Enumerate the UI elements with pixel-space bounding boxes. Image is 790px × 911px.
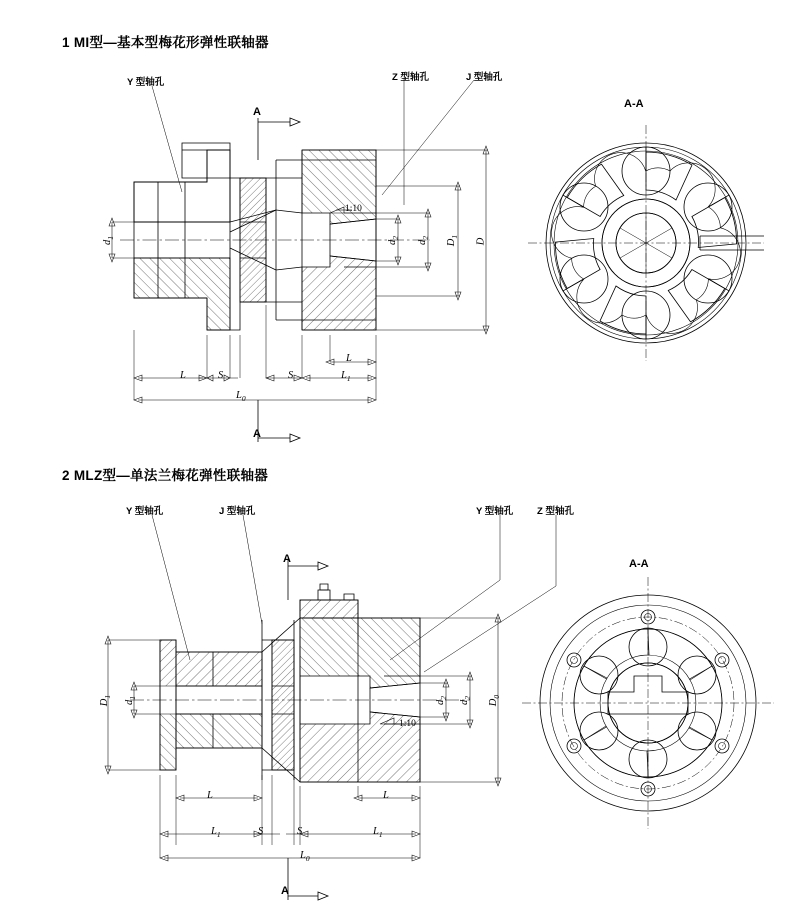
fig1-end-view [521,123,770,363]
fig2-view-mark-top: A [283,553,291,565]
fig1-dim-S-left: S [218,370,224,381]
fig2-dim-L0: $L_0$ [300,850,310,864]
fig2-dim-S-right: S [297,826,303,837]
fig2-view-mark-bottom: A [281,885,289,897]
fig1-dim-d1: $d_1$ [101,236,116,246]
fig2-dim-L-left: L [207,790,213,801]
fig2-dim-D0: $D_0$ [488,694,502,707]
fig2-label-j-bore: J 型轴孔 [219,506,256,517]
figure-2-title: 2 MLZ型—单法兰梅花弹性联轴器 [62,468,269,483]
fig1-dim-L0: $L_0$ [236,390,246,404]
fig2-section-view [105,515,556,900]
fig2-section-label: A-A [629,558,649,570]
fig1-label-y-bore: Y 型轴孔 [127,77,165,88]
fig2-dim-L1-left: $L_1$ [211,826,221,840]
fig2-dim-L-right: L [383,790,389,801]
fig1-dim-S-right: S [288,370,294,381]
fig1-dim-L1: $L_1$ [341,370,351,384]
fig1-label-z-bore: Z 型轴孔 [392,72,429,83]
fig2-end-view [522,577,774,829]
fig1-view-mark-top: A [253,106,261,118]
fig1-section-view [109,78,489,442]
fig1-dim-D1: $D_1$ [446,234,460,247]
fig1-dim-L-top: L [346,353,352,364]
fig1-view-mark-bottom: A [253,428,261,440]
fig2-dim-d2a: $d_2$ [434,696,449,706]
fig2-label-y-bore-right: Y 型轴孔 [476,506,514,517]
fig2-dim-L1-right: $L_1$ [373,826,383,840]
fig2-label-y-bore-left: Y 型轴孔 [126,506,164,517]
fig1-dim-L-left: L [180,370,186,381]
fig1-section-label: A-A [624,98,644,110]
fig2-dim-d1: $d_1$ [123,696,138,706]
fig1-dim-d2a: $d_2$ [386,236,401,246]
fig2-dim-S-left: S [258,826,264,837]
fig1-dim-d2b: $d_2$ [416,236,431,246]
fig2-dim-D1: $D_1$ [99,694,113,707]
fig2-label-z-bore: Z 型轴孔 [537,506,574,517]
fig1-label-j-bore: J 型轴孔 [466,72,503,83]
figure-1-title: 1 MI型—基本型梅花形弹性联轴器 [62,35,269,50]
fig2-dim-d2b: $d_2$ [458,696,473,706]
fig1-dim-D: D [475,237,487,246]
